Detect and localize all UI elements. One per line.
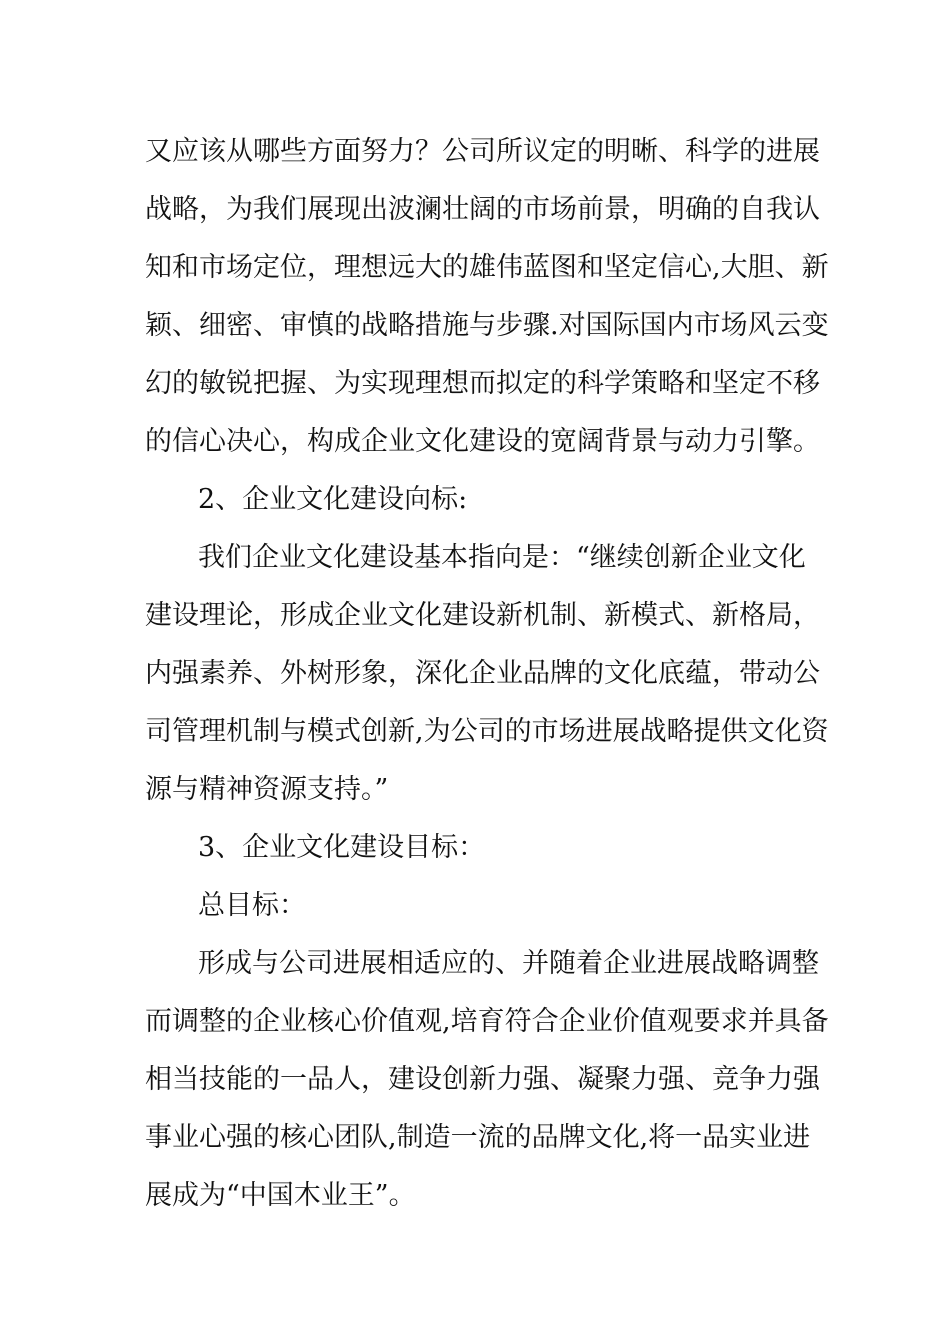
subheading: 总目标： (198, 890, 306, 921)
text-line: 的信心决心，构成企业文化建设的宽阔背景与动力引擎。 (145, 426, 820, 457)
text-line: 而调整的企业核心价值观,培育符合企业价值观要求并具备 (145, 1006, 829, 1037)
section-heading: 3、企业文化建设目标： (198, 832, 486, 863)
text-line: 建设理论，形成企业文化建设新机制、新模式、新格局， (145, 600, 820, 631)
text-line: 内强素养、外树形象，深化企业品牌的文化底蕴，带动公 (145, 658, 820, 689)
text-line: 我们企业文化建设基本指向是：“继续创新企业文化 (198, 542, 806, 573)
text-line: 颖、细密、审慎的战略措施与步骤.对国际国内市场风云变 (145, 310, 829, 341)
section-heading: 2、企业文化建设向标: (198, 484, 468, 515)
text-line: 又应该从哪些方面努力？公司所议定的明晰、科学的进展 (145, 136, 820, 167)
text-line: 相当技能的一品人，建设创新力强、凝聚力强、竞争力强 (145, 1064, 820, 1095)
text-line: 形成与公司进展相适应的、并随着企业进展战略调整 (198, 948, 819, 979)
text-line: 司管理机制与模式创新,为公司的市场进展战略提供文化资 (145, 716, 829, 747)
text-line: 幻的敏锐把握、为实现理想而拟定的科学策略和坚定不移 (145, 368, 820, 399)
text-line: 战略，为我们展现出波澜壮阔的市场前景，明确的自我认 (145, 194, 820, 225)
text-line: 知和市场定位，理想远大的雄伟蓝图和坚定信心,大胆、新 (145, 252, 829, 283)
text-line: 源与精神资源支持。” (145, 774, 389, 805)
text-line: 展成为“中国木业王”。 (145, 1180, 416, 1211)
text-line: 事业心强的核心团队,制造一流的品牌文化,将一品实业进 (145, 1122, 811, 1153)
